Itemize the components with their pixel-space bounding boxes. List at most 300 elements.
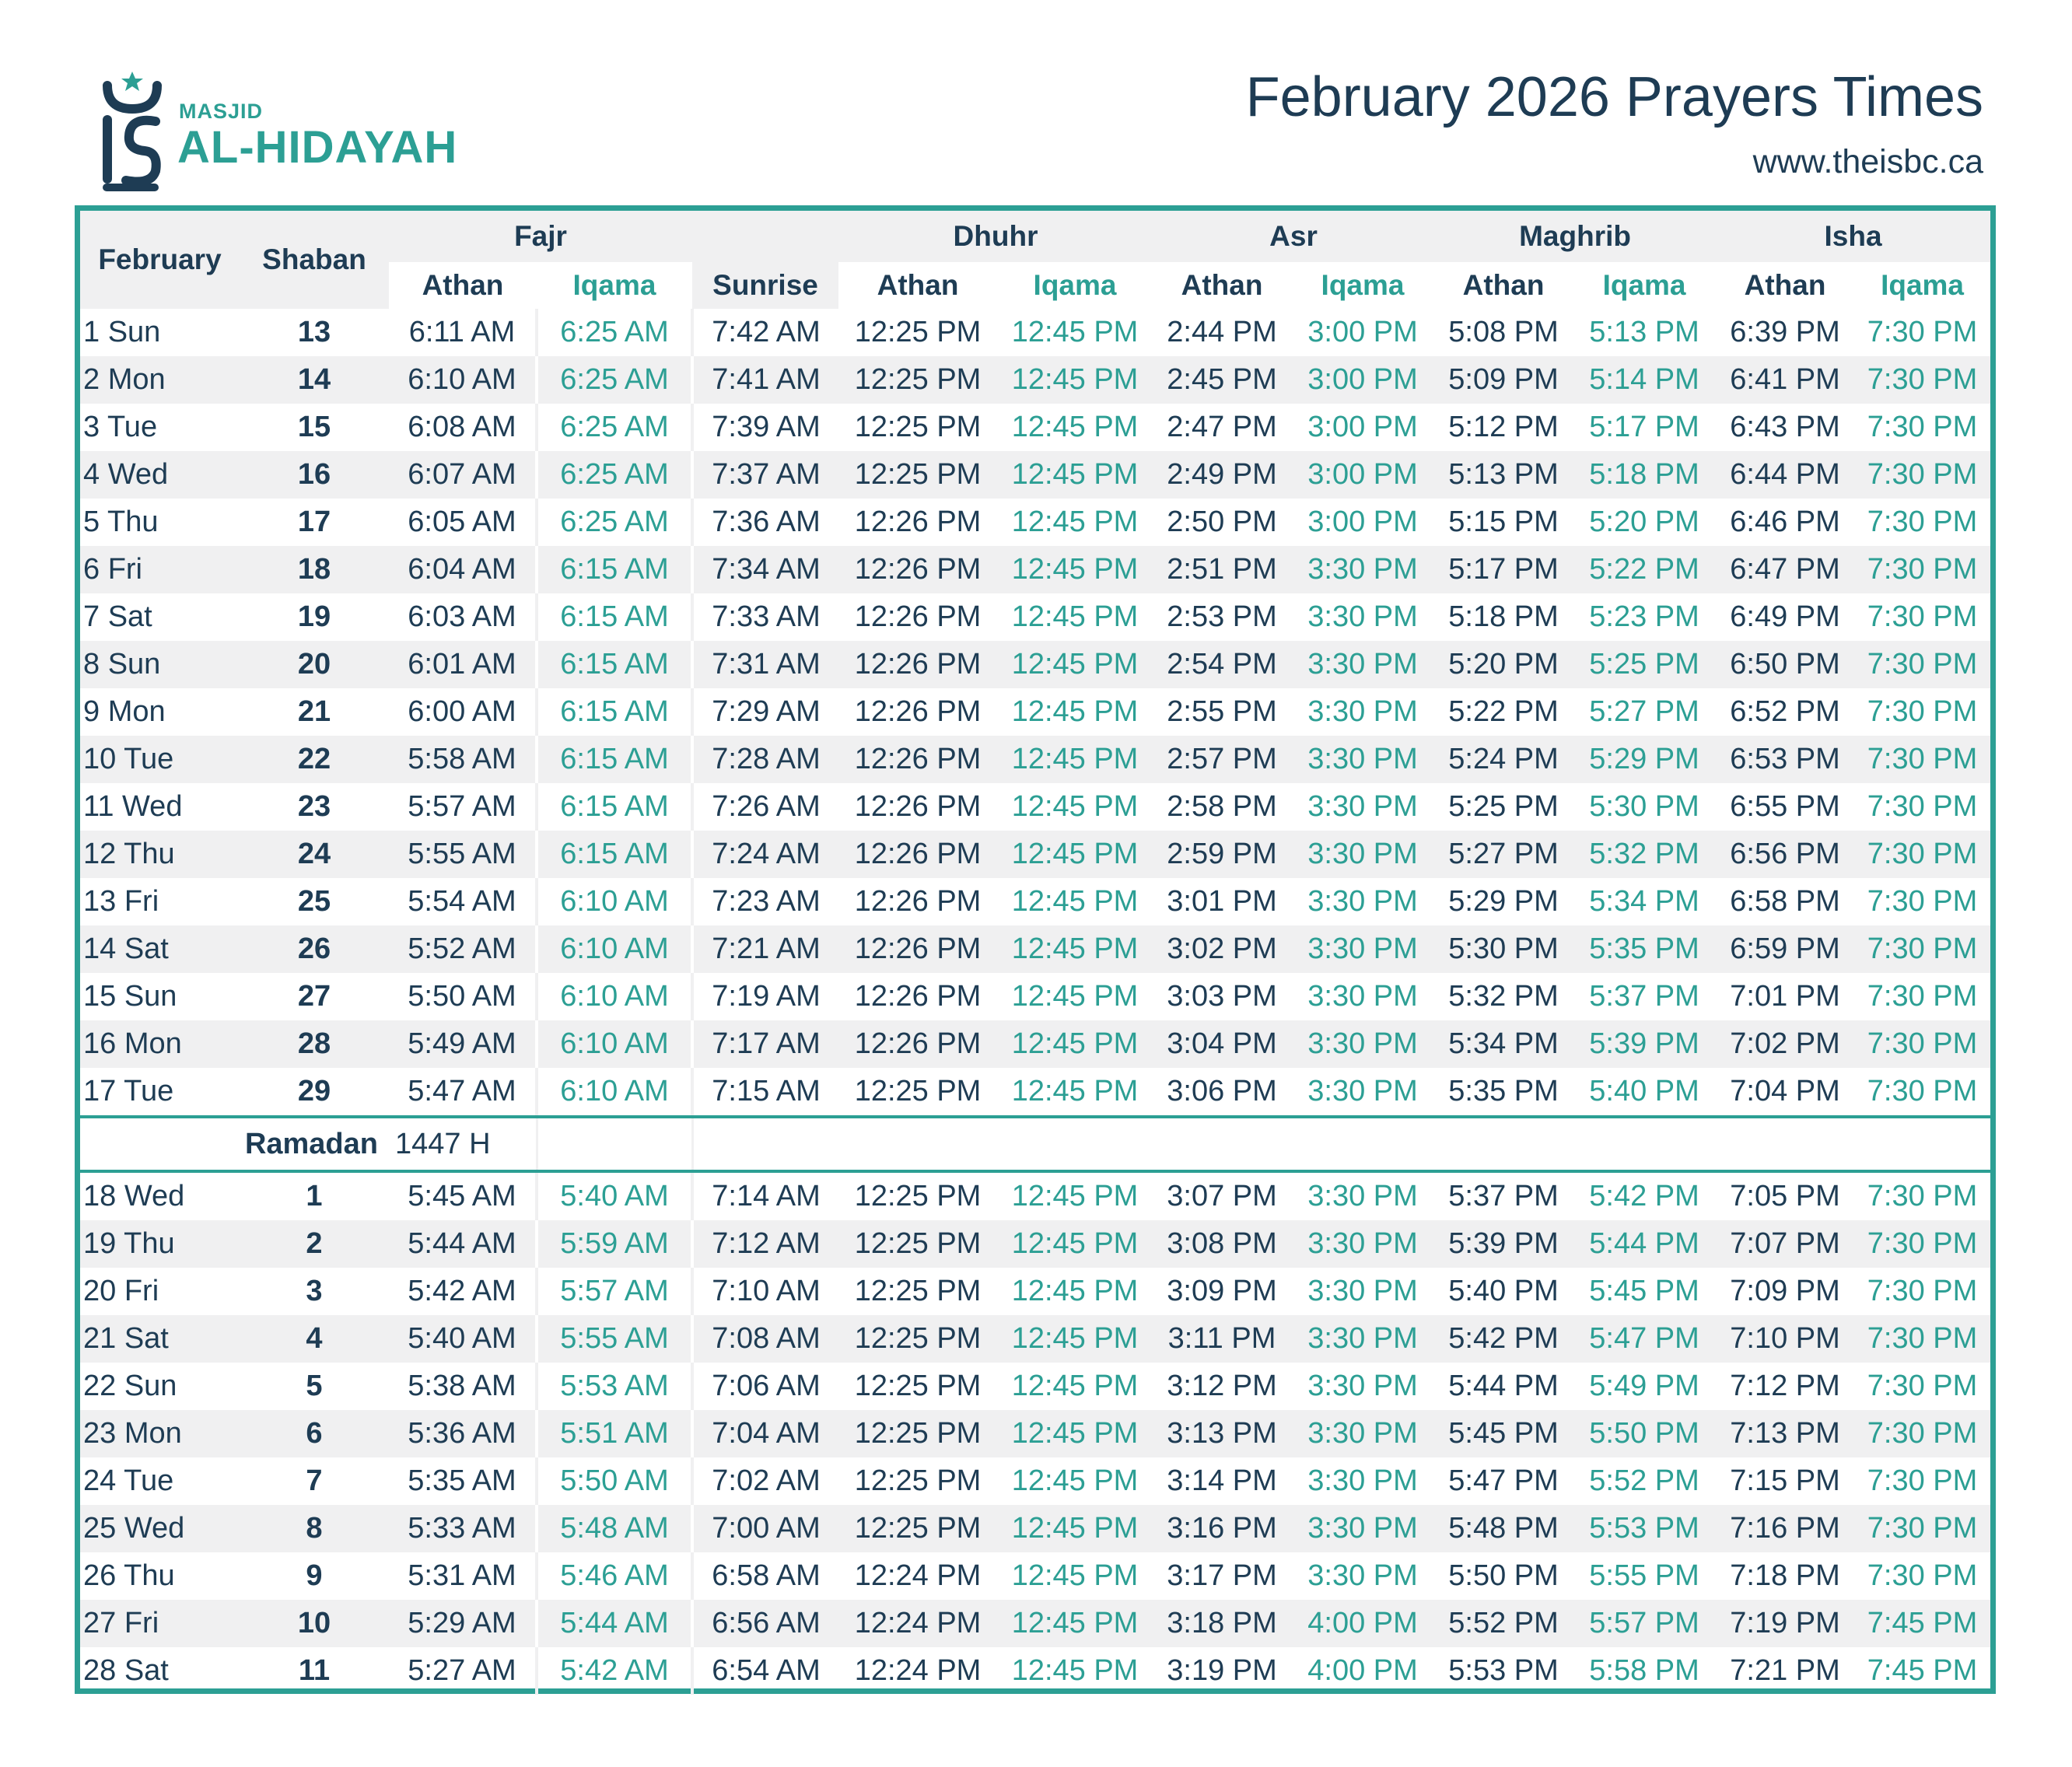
maghrib-iqama-cell: 5:29 PM xyxy=(1573,736,1716,783)
asr-iqama-cell: 3:30 PM xyxy=(1307,885,1418,918)
dhuhr-iqama-cell: 12:45 PM xyxy=(1011,695,1139,728)
isha-iqama-cell: 7:30 PM xyxy=(1867,790,1978,823)
hijri-day-cell: 11 xyxy=(298,1654,331,1687)
asr-athan-cell: 2:53 PM xyxy=(1167,600,1277,633)
dhuhr-athan-cell: 12:24 PM xyxy=(854,1559,982,1592)
fajr-athan-cell: 5:38 AM xyxy=(389,1363,537,1410)
asr-iqama-cell: 3:30 PM xyxy=(1307,695,1418,728)
asr-iqama-cell: 3:30 PM xyxy=(1291,1505,1434,1552)
dhuhr-iqama-cell: 12:45 PM xyxy=(1011,316,1139,348)
fajr-athan-cell: 5:27 AM xyxy=(389,1647,537,1695)
fajr-iqama-cell: 6:25 AM xyxy=(537,499,692,546)
isha-athan-cell: 7:18 PM xyxy=(1730,1559,1840,1592)
table-row xyxy=(80,1173,1990,1220)
asr-athan-cell: 3:13 PM xyxy=(1153,1410,1291,1457)
maghrib-athan-cell: 5:40 PM xyxy=(1448,1275,1559,1307)
maghrib-athan-cell: 5:25 PM xyxy=(1448,790,1559,823)
isha-iqama-cell: 7:30 PM xyxy=(1854,451,1990,499)
isha-athan-cell: 7:21 PM xyxy=(1730,1654,1840,1687)
table-row xyxy=(80,1068,1990,1115)
maghrib-athan-cell: 5:39 PM xyxy=(1434,1220,1573,1268)
dhuhr-athan-cell: 12:26 PM xyxy=(838,546,997,593)
hijri-day-cell: 26 xyxy=(240,925,389,973)
dhuhr-iqama-cell: 12:45 PM xyxy=(1011,1464,1139,1497)
fajr-athan-cell: 5:45 AM xyxy=(389,1173,537,1220)
fajr-iqama-cell: 5:42 AM xyxy=(537,1647,692,1695)
table-row xyxy=(80,1315,1990,1363)
asr-athan-cell: 3:16 PM xyxy=(1153,1505,1291,1552)
table-row xyxy=(80,1020,1990,1068)
maghrib-iqama-cell: 5:58 PM xyxy=(1589,1654,1699,1687)
sub-header-athan: Athan xyxy=(389,262,537,309)
asr-iqama-cell: 3:00 PM xyxy=(1291,451,1434,499)
group-header-maghrib: Maghrib xyxy=(1434,211,1716,262)
table-row xyxy=(80,499,1990,546)
maghrib-iqama-cell: 5:17 PM xyxy=(1589,411,1699,443)
ramadan-label: Ramadan xyxy=(80,1118,389,1170)
maghrib-iqama-cell: 5:47 PM xyxy=(1573,1315,1716,1363)
isha-athan-cell: 6:59 PM xyxy=(1716,925,1854,973)
fajr-athan-cell: 5:47 AM xyxy=(389,1068,537,1115)
ramadan-blank xyxy=(537,1118,692,1170)
sunrise-cell: 7:14 AM xyxy=(712,1180,821,1212)
isha-athan-cell: 6:52 PM xyxy=(1730,695,1840,728)
dhuhr-athan-cell: 12:25 PM xyxy=(838,1505,997,1552)
maghrib-athan-cell: 5:12 PM xyxy=(1448,411,1559,443)
table-row xyxy=(80,1457,1990,1505)
dhuhr-athan-cell: 12:26 PM xyxy=(854,506,982,538)
group-header-fajr: Fajr xyxy=(389,211,692,262)
maghrib-iqama-cell: 5:50 PM xyxy=(1573,1410,1716,1457)
sub-header-sunrise: Sunrise xyxy=(692,262,838,309)
asr-iqama-cell: 3:30 PM xyxy=(1291,546,1434,593)
ramadan-year: 1447 H xyxy=(389,1118,537,1170)
isha-iqama-cell: 7:30 PM xyxy=(1867,506,1978,538)
fajr-athan-cell: 5:31 AM xyxy=(389,1552,537,1600)
hijri-day-cell: 29 xyxy=(297,1075,331,1107)
dhuhr-athan-cell: 12:25 PM xyxy=(854,1180,982,1212)
isha-iqama-cell: 7:30 PM xyxy=(1854,831,1990,878)
sunrise-cell: 7:34 AM xyxy=(692,546,838,593)
fajr-athan-cell: 5:44 AM xyxy=(389,1220,537,1268)
sunrise-cell: 7:39 AM xyxy=(712,411,821,443)
maghrib-athan-cell: 5:44 PM xyxy=(1448,1370,1559,1402)
asr-iqama-cell: 3:30 PM xyxy=(1291,1220,1434,1268)
group-header-isha: Isha xyxy=(1716,211,1990,262)
hijri-day-cell: 15 xyxy=(297,411,331,443)
table-row xyxy=(80,451,1990,499)
isha-athan-cell: 6:39 PM xyxy=(1730,316,1840,348)
isha-iqama-cell: 7:30 PM xyxy=(1867,885,1978,918)
dhuhr-iqama-cell: 12:45 PM xyxy=(1011,1075,1139,1107)
isha-iqama-cell: 7:30 PM xyxy=(1854,1315,1990,1363)
date-cell: 28 Sat xyxy=(83,1654,169,1687)
isha-athan-cell: 6:46 PM xyxy=(1730,506,1840,538)
dhuhr-athan-cell: 12:26 PM xyxy=(838,925,997,973)
maghrib-iqama-cell: 5:13 PM xyxy=(1589,316,1699,348)
hijri-day-cell: 17 xyxy=(297,506,331,538)
isha-iqama-cell: 7:30 PM xyxy=(1867,1075,1978,1107)
isha-athan-cell: 7:02 PM xyxy=(1716,1020,1854,1068)
isha-iqama-cell: 7:30 PM xyxy=(1867,695,1978,728)
maghrib-iqama-cell: 5:42 PM xyxy=(1589,1180,1699,1212)
isha-iqama-cell: 7:30 PM xyxy=(1867,980,1978,1013)
prayer-times-table xyxy=(80,211,1990,1695)
asr-athan-cell: 2:57 PM xyxy=(1153,736,1291,783)
fajr-athan-cell: 5:42 AM xyxy=(389,1268,537,1315)
table-row xyxy=(80,309,1990,356)
group-header-dhuhr: Dhuhr xyxy=(838,211,1153,262)
fajr-athan-cell: 6:08 AM xyxy=(389,404,537,451)
fajr-iqama-cell: 6:10 AM xyxy=(537,925,692,973)
asr-iqama-cell: 3:30 PM xyxy=(1291,1020,1434,1068)
fajr-iqama-cell: 6:25 AM xyxy=(537,356,692,404)
hijri-day-cell: 16 xyxy=(240,451,389,499)
maghrib-iqama-cell: 5:35 PM xyxy=(1573,925,1716,973)
fajr-iqama-cell: 6:15 AM xyxy=(537,593,692,641)
date-cell: 22 Sun xyxy=(83,1370,177,1402)
dhuhr-iqama-cell: 12:45 PM xyxy=(1011,1180,1139,1212)
fajr-iqama-cell: 6:10 AM xyxy=(537,878,692,925)
dhuhr-athan-cell: 12:25 PM xyxy=(838,356,997,404)
sunrise-cell: 7:33 AM xyxy=(712,600,821,633)
asr-iqama-cell: 3:30 PM xyxy=(1291,1410,1434,1457)
date-cell: 9 Mon xyxy=(83,695,166,728)
table-row xyxy=(80,688,1990,736)
sunrise-cell: 6:54 AM xyxy=(712,1654,821,1687)
asr-iqama-cell: 3:30 PM xyxy=(1307,790,1418,823)
fajr-athan-cell: 6:03 AM xyxy=(389,593,537,641)
table-row xyxy=(80,1505,1990,1552)
isha-athan-cell: 7:07 PM xyxy=(1716,1220,1854,1268)
hijri-day-cell: 9 xyxy=(306,1559,323,1592)
maghrib-iqama-cell: 5:27 PM xyxy=(1589,695,1699,728)
asr-iqama-cell: 3:30 PM xyxy=(1291,736,1434,783)
dhuhr-iqama-cell: 12:45 PM xyxy=(997,1505,1153,1552)
sunrise-cell: 7:06 AM xyxy=(712,1370,821,1402)
hijri-day-cell: 3 xyxy=(306,1275,323,1307)
date-cell: 6 Fri xyxy=(80,546,240,593)
fajr-iqama-cell: 6:10 AM xyxy=(537,1068,692,1115)
maghrib-athan-cell: 5:32 PM xyxy=(1448,980,1559,1013)
sunrise-cell: 6:58 AM xyxy=(712,1559,821,1592)
sub-header-iqama: Iqama xyxy=(1291,262,1434,309)
fajr-athan-cell: 6:00 AM xyxy=(389,688,537,736)
asr-iqama-cell: 4:00 PM xyxy=(1291,1600,1434,1647)
isha-athan-cell: 7:09 PM xyxy=(1730,1275,1840,1307)
maghrib-iqama-cell: 5:25 PM xyxy=(1573,641,1716,688)
date-cell: 5 Thu xyxy=(83,506,159,538)
hijri-day-cell: 18 xyxy=(240,546,389,593)
maghrib-athan-cell: 5:30 PM xyxy=(1434,925,1573,973)
dhuhr-iqama-cell: 12:45 PM xyxy=(997,1410,1153,1457)
date-cell: 12 Thu xyxy=(80,831,240,878)
fajr-athan-cell: 5:49 AM xyxy=(389,1020,537,1068)
asr-iqama-cell: 3:30 PM xyxy=(1307,600,1418,633)
maghrib-iqama-cell: 5:32 PM xyxy=(1573,831,1716,878)
hijri-day-cell: 21 xyxy=(297,695,331,728)
date-cell: 20 Fri xyxy=(83,1275,159,1307)
dhuhr-iqama-cell: 12:45 PM xyxy=(1011,790,1139,823)
date-cell: 15 Sun xyxy=(83,980,177,1013)
dhuhr-iqama-cell: 12:45 PM xyxy=(997,1600,1153,1647)
hijri-day-cell: 25 xyxy=(297,885,331,918)
date-cell: 23 Mon xyxy=(80,1410,240,1457)
maghrib-athan-cell: 5:22 PM xyxy=(1448,695,1559,728)
date-cell: 11 Wed xyxy=(83,790,183,823)
dhuhr-iqama-cell: 12:45 PM xyxy=(997,356,1153,404)
isha-iqama-cell: 7:30 PM xyxy=(1854,641,1990,688)
dhuhr-athan-cell: 12:25 PM xyxy=(854,411,982,443)
isha-iqama-cell: 7:30 PM xyxy=(1854,1220,1990,1268)
date-cell: 7 Sat xyxy=(83,600,152,633)
hijri-day-cell: 27 xyxy=(297,980,331,1013)
fajr-athan-cell: 5:50 AM xyxy=(389,973,537,1020)
sunrise-cell: 7:02 AM xyxy=(712,1464,821,1497)
fajr-iqama-cell: 5:40 AM xyxy=(537,1173,692,1220)
fajr-iqama-cell: 5:46 AM xyxy=(537,1552,692,1600)
date-cell: 4 Wed xyxy=(80,451,240,499)
dhuhr-athan-cell: 12:25 PM xyxy=(838,1410,997,1457)
maghrib-athan-cell: 5:48 PM xyxy=(1434,1505,1573,1552)
dhuhr-iqama-cell: 12:45 PM xyxy=(1011,1654,1139,1687)
maghrib-athan-cell: 5:27 PM xyxy=(1434,831,1573,878)
isha-iqama-cell: 7:30 PM xyxy=(1867,1464,1978,1497)
sunrise-cell: 7:41 AM xyxy=(692,356,838,404)
table-row xyxy=(80,546,1990,593)
table-row xyxy=(80,404,1990,451)
sunrise-cell: 7:15 AM xyxy=(712,1075,821,1107)
asr-athan-cell: 3:11 PM xyxy=(1153,1315,1291,1363)
fajr-iqama-cell: 5:51 AM xyxy=(537,1410,692,1457)
date-cell: 27 Fri xyxy=(80,1600,240,1647)
isha-iqama-cell: 7:30 PM xyxy=(1867,1275,1978,1307)
fajr-iqama-cell: 6:25 AM xyxy=(537,404,692,451)
fajr-athan-cell: 5:40 AM xyxy=(389,1315,537,1363)
asr-athan-cell: 2:50 PM xyxy=(1167,506,1277,538)
sunrise-cell: 7:10 AM xyxy=(712,1275,821,1307)
dhuhr-iqama-cell: 12:45 PM xyxy=(997,1315,1153,1363)
maghrib-athan-cell: 5:18 PM xyxy=(1448,600,1559,633)
asr-athan-cell: 2:44 PM xyxy=(1167,316,1277,348)
isha-athan-cell: 6:55 PM xyxy=(1730,790,1840,823)
maghrib-iqama-cell: 5:49 PM xyxy=(1589,1370,1699,1402)
maghrib-athan-cell: 5:15 PM xyxy=(1448,506,1559,538)
isha-iqama-cell: 7:30 PM xyxy=(1867,316,1978,348)
sub-header-iqama: Iqama xyxy=(537,262,692,309)
maghrib-athan-cell: 5:08 PM xyxy=(1448,316,1559,348)
fajr-athan-cell: 5:54 AM xyxy=(389,878,537,925)
isha-iqama-cell: 7:45 PM xyxy=(1854,1600,1990,1647)
logo-name-text: AL-HIDAYAH xyxy=(177,122,458,173)
asr-athan-cell: 3:09 PM xyxy=(1167,1275,1277,1307)
asr-athan-cell: 2:55 PM xyxy=(1167,695,1277,728)
asr-iqama-cell: 3:30 PM xyxy=(1307,1370,1418,1402)
dhuhr-iqama-cell: 12:45 PM xyxy=(1011,1559,1139,1592)
asr-iqama-cell: 3:30 PM xyxy=(1307,1075,1418,1107)
sunrise-cell: 7:37 AM xyxy=(692,451,838,499)
dhuhr-iqama-cell: 12:45 PM xyxy=(1011,1275,1139,1307)
fajr-athan-cell: 5:36 AM xyxy=(389,1410,537,1457)
asr-athan-cell: 3:18 PM xyxy=(1153,1600,1291,1647)
asr-iqama-cell: 3:00 PM xyxy=(1307,316,1418,348)
hijri-day-cell: 7 xyxy=(306,1464,323,1497)
fajr-athan-cell: 5:52 AM xyxy=(389,925,537,973)
hijri-day-cell: 2 xyxy=(240,1220,389,1268)
hijri-day-cell: 1 xyxy=(306,1180,323,1212)
dhuhr-iqama-cell: 12:45 PM xyxy=(1011,980,1139,1013)
isha-athan-cell: 7:12 PM xyxy=(1730,1370,1840,1402)
isha-athan-cell: 7:16 PM xyxy=(1716,1505,1854,1552)
asr-iqama-cell: 3:30 PM xyxy=(1307,980,1418,1013)
sunrise-cell: 7:36 AM xyxy=(712,506,821,538)
maghrib-iqama-cell: 5:39 PM xyxy=(1573,1020,1716,1068)
dhuhr-athan-cell: 12:25 PM xyxy=(854,1075,982,1107)
asr-iqama-cell: 3:30 PM xyxy=(1307,1464,1418,1497)
maghrib-iqama-cell: 5:57 PM xyxy=(1573,1600,1716,1647)
fajr-athan-cell: 6:04 AM xyxy=(389,546,537,593)
logo-masjid-text: MASJID xyxy=(179,100,264,123)
maghrib-athan-cell: 5:47 PM xyxy=(1448,1464,1559,1497)
isha-athan-cell: 6:41 PM xyxy=(1716,356,1854,404)
isha-iqama-cell: 7:30 PM xyxy=(1854,1505,1990,1552)
asr-athan-cell: 3:03 PM xyxy=(1167,980,1277,1013)
date-cell: 19 Thu xyxy=(80,1220,240,1268)
isha-athan-cell: 7:01 PM xyxy=(1730,980,1840,1013)
dhuhr-iqama-cell: 12:45 PM xyxy=(997,1020,1153,1068)
maghrib-iqama-cell: 5:44 PM xyxy=(1573,1220,1716,1268)
sub-header-iqama: Iqama xyxy=(1573,262,1716,309)
sunrise-cell: 7:24 AM xyxy=(692,831,838,878)
fajr-iqama-cell: 6:15 AM xyxy=(537,688,692,736)
dhuhr-athan-cell: 12:25 PM xyxy=(854,316,982,348)
asr-athan-cell: 2:51 PM xyxy=(1153,546,1291,593)
sunrise-cell: 7:19 AM xyxy=(712,980,821,1013)
isbc-mark-icon xyxy=(100,72,165,193)
date-cell: 17 Tue xyxy=(83,1075,174,1107)
maghrib-athan-cell: 5:53 PM xyxy=(1448,1654,1559,1687)
sunrise-cell: 7:29 AM xyxy=(712,695,821,728)
maghrib-iqama-cell: 5:18 PM xyxy=(1573,451,1716,499)
maghrib-athan-cell: 5:52 PM xyxy=(1434,1600,1573,1647)
maghrib-iqama-cell: 5:30 PM xyxy=(1589,790,1699,823)
dhuhr-athan-cell: 12:25 PM xyxy=(854,1464,982,1497)
dhuhr-athan-cell: 12:26 PM xyxy=(854,980,982,1013)
asr-athan-cell: 3:19 PM xyxy=(1167,1654,1277,1687)
asr-iqama-cell: 3:30 PM xyxy=(1291,831,1434,878)
page-title: February 2026 Prayers Times xyxy=(1245,66,1983,128)
dhuhr-iqama-cell: 12:45 PM xyxy=(1011,506,1139,538)
fajr-iqama-cell: 6:25 AM xyxy=(537,451,692,499)
maghrib-iqama-cell: 5:55 PM xyxy=(1589,1559,1699,1592)
date-cell: 16 Mon xyxy=(80,1020,240,1068)
dhuhr-athan-cell: 12:26 PM xyxy=(838,641,997,688)
asr-athan-cell: 2:49 PM xyxy=(1153,451,1291,499)
sunrise-cell: 7:26 AM xyxy=(712,790,821,823)
isha-iqama-cell: 7:30 PM xyxy=(1854,546,1990,593)
fajr-athan-cell: 6:11 AM xyxy=(389,309,537,356)
asr-iqama-cell: 3:00 PM xyxy=(1307,411,1418,443)
maghrib-athan-cell: 5:09 PM xyxy=(1434,356,1573,404)
shaban-rows xyxy=(80,309,1990,1115)
fajr-athan-cell: 5:57 AM xyxy=(389,783,537,831)
hijri-day-cell: 20 xyxy=(240,641,389,688)
sunrise-cell: 7:08 AM xyxy=(692,1315,838,1363)
ramadan-blank xyxy=(692,1118,1990,1170)
fajr-athan-cell: 6:01 AM xyxy=(389,641,537,688)
sunrise-cell: 7:23 AM xyxy=(712,885,821,918)
asr-iqama-cell: 3:30 PM xyxy=(1307,1275,1418,1307)
asr-iqama-cell: 3:30 PM xyxy=(1291,925,1434,973)
fajr-iqama-cell: 5:48 AM xyxy=(537,1505,692,1552)
date-cell: 24 Tue xyxy=(83,1464,174,1497)
isha-athan-cell: 7:05 PM xyxy=(1730,1180,1840,1212)
maghrib-iqama-cell: 5:52 PM xyxy=(1589,1464,1699,1497)
website-url: www.theisbc.ca xyxy=(1752,143,1983,180)
asr-iqama-cell: 3:00 PM xyxy=(1291,356,1434,404)
fajr-iqama-cell: 6:15 AM xyxy=(537,641,692,688)
isha-athan-cell: 6:58 PM xyxy=(1730,885,1840,918)
hijri-day-cell: 5 xyxy=(306,1370,323,1402)
dhuhr-iqama-cell: 12:45 PM xyxy=(1011,885,1139,918)
table-row xyxy=(80,925,1990,973)
ramadan-rows xyxy=(80,1173,1990,1695)
maghrib-athan-cell: 5:42 PM xyxy=(1434,1315,1573,1363)
fajr-athan-cell: 6:07 AM xyxy=(389,451,537,499)
asr-athan-cell: 3:17 PM xyxy=(1167,1559,1277,1592)
maghrib-athan-cell: 5:34 PM xyxy=(1434,1020,1573,1068)
hijri-day-cell: 19 xyxy=(297,600,331,633)
dhuhr-athan-cell: 12:26 PM xyxy=(838,831,997,878)
sunrise-cell: 7:28 AM xyxy=(692,736,838,783)
maghrib-iqama-cell: 5:14 PM xyxy=(1573,356,1716,404)
maghrib-iqama-cell: 5:23 PM xyxy=(1589,600,1699,633)
maghrib-iqama-cell: 5:22 PM xyxy=(1573,546,1716,593)
asr-iqama-cell: 3:30 PM xyxy=(1307,1559,1418,1592)
asr-iqama-cell: 3:00 PM xyxy=(1307,506,1418,538)
isha-iqama-cell: 7:30 PM xyxy=(1867,1559,1978,1592)
dhuhr-athan-cell: 12:26 PM xyxy=(838,736,997,783)
fajr-iqama-cell: 6:15 AM xyxy=(537,783,692,831)
sub-header-athan: Athan xyxy=(1434,262,1573,309)
maghrib-iqama-cell: 5:40 PM xyxy=(1589,1075,1699,1107)
dhuhr-athan-cell: 12:26 PM xyxy=(854,790,982,823)
fajr-iqama-cell: 6:15 AM xyxy=(537,546,692,593)
date-cell: 2 Mon xyxy=(80,356,240,404)
dhuhr-athan-cell: 12:24 PM xyxy=(854,1654,982,1687)
dhuhr-athan-cell: 12:25 PM xyxy=(838,451,997,499)
sub-header-athan: Athan xyxy=(838,262,997,309)
isha-athan-cell: 7:13 PM xyxy=(1716,1410,1854,1457)
hijri-day-cell: 8 xyxy=(240,1505,389,1552)
isha-athan-cell: 6:49 PM xyxy=(1730,600,1840,633)
table-row xyxy=(80,1647,1990,1695)
dhuhr-iqama-cell: 12:45 PM xyxy=(1011,411,1139,443)
fajr-athan-cell: 6:05 AM xyxy=(389,499,537,546)
dhuhr-iqama-cell: 12:45 PM xyxy=(997,925,1153,973)
dhuhr-iqama-cell: 12:45 PM xyxy=(997,546,1153,593)
table-row xyxy=(80,1600,1990,1647)
fajr-iqama-cell: 6:15 AM xyxy=(537,736,692,783)
isha-athan-cell: 7:15 PM xyxy=(1730,1464,1840,1497)
isha-athan-cell: 6:50 PM xyxy=(1716,641,1854,688)
asr-athan-cell: 3:02 PM xyxy=(1153,925,1291,973)
fajr-athan-cell: 5:29 AM xyxy=(389,1600,537,1647)
sub-header-iqama: Iqama xyxy=(1854,262,1990,309)
asr-athan-cell: 3:12 PM xyxy=(1167,1370,1277,1402)
sunrise-cell: 7:42 AM xyxy=(712,316,821,348)
asr-iqama-cell: 3:30 PM xyxy=(1291,641,1434,688)
